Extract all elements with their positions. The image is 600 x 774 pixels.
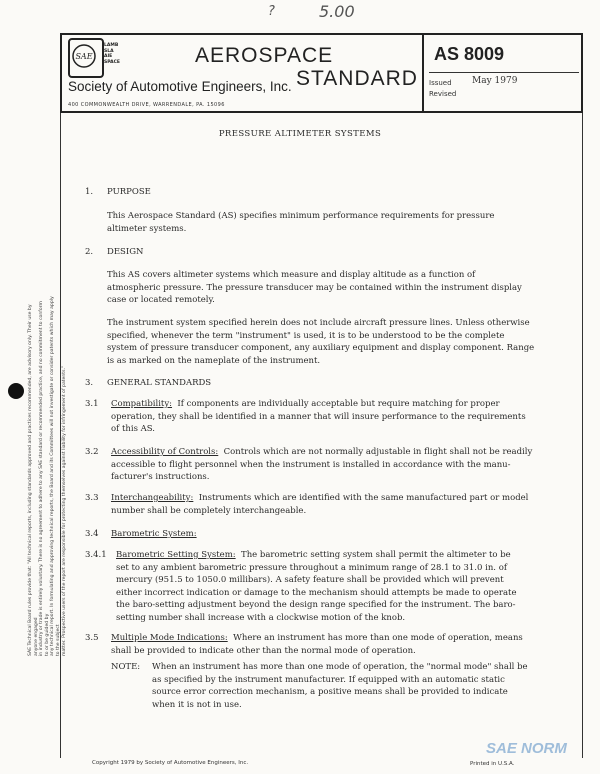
copyright: Copyright 1979 by Society of Automotive Engineers, Inc. <box>92 760 249 766</box>
logo-org: SLA <box>104 48 114 54</box>
paragraph <box>111 398 563 436</box>
paragraph <box>111 492 563 517</box>
text-line: Controls which are not normally adjustable in flight shall not be readily <box>223 447 533 457</box>
section-heading: GENERAL STANDARDS <box>107 378 212 388</box>
text-line: set to any ambient barometric pressure throughout a minimum range of 28.1 to 31.0 in. of <box>116 562 507 573</box>
text-line: facturer's instructions. <box>111 472 210 482</box>
paragraph <box>111 632 563 657</box>
subsection-heading: Barometric System: <box>111 529 197 539</box>
paragraph <box>111 446 573 484</box>
text-line: When an instrument has more than one mode of operation, the "normal mode" shall be <box>152 662 528 672</box>
section-number: 2. <box>85 247 94 257</box>
logo-org: SPACE <box>104 59 120 65</box>
disclaimer-line: matter. Prospective users of the report are responsible for protecting themselves against liability for infringement of patents." <box>61 365 67 656</box>
text-line: shall be provided to indicate other than the normal mode of operation. <box>111 645 416 656</box>
text-line: Instruments which are identified with the same manufactured part or model <box>198 493 529 503</box>
subsection-heading: Compatibility: <box>111 399 173 409</box>
text-line: mercury (951.5 to 1050.0 millibars). A safety feature shall be provided which will prevent <box>116 575 504 585</box>
section-number: 3. <box>85 378 94 388</box>
subsection-heading: Multiple Mode Indications: <box>111 633 228 643</box>
section-number: 3.1 <box>85 399 99 409</box>
text-line: If components are individually acceptable but require matching for proper <box>177 399 500 409</box>
note-text <box>152 661 572 711</box>
text-line: case or located remotely. <box>107 295 215 305</box>
text-line: The barometric setting system shall permit the altimeter to be <box>241 550 511 560</box>
logo-org: LAMB <box>104 43 119 48</box>
section-number: 3.2 <box>85 447 99 457</box>
text-line: This Aerospace Standard (AS) specifies minimum performance requirements for pressure <box>107 211 495 221</box>
issued-label: Issued <box>429 79 452 87</box>
punch-hole <box>8 383 24 399</box>
logo-org: AIE <box>104 54 113 59</box>
text-line: operation, they shall be identified in a manner that will insure performance to the requirements <box>111 411 526 422</box>
text-line: specified, whenever the term "instrument" is used, it is to be understood to be the complete <box>107 330 505 341</box>
subsection-heading: Barometric Setting System: <box>116 550 236 560</box>
text-line: altimeter systems. <box>107 223 187 234</box>
text-line: atmospheric pressure. The pressure transducer may be contained within the instrument display <box>107 282 522 293</box>
handwritten-mark: ? <box>268 4 275 19</box>
logo-orgs <box>104 43 120 65</box>
title-aerospace: AEROSPACE <box>195 44 334 67</box>
section-number: 1. <box>85 187 94 197</box>
text-line: number shall be completely interchangeable. <box>111 505 307 516</box>
paragraph <box>107 269 522 307</box>
sae-disclaimer <box>28 296 67 656</box>
text-line: setting number shall increase with a clockwise motion of the knob. <box>116 612 406 623</box>
logo-text: SAE <box>75 52 93 61</box>
issued-date: May 1979 <box>472 76 518 86</box>
text-line: when it is not in use. <box>152 699 242 710</box>
text-line: This AS covers altimeter systems which measure and display altitude as a function of <box>107 270 476 280</box>
text-line: The instrument system specified herein does not include aircraft pressure lines. Unless otherwise <box>107 318 530 328</box>
note-label: NOTE: <box>111 662 141 672</box>
watermark: SAE NORM <box>486 740 567 757</box>
title-standard: STANDARD <box>296 67 418 90</box>
text-line: Where an instrument has more than one mode of operation, means <box>233 633 523 643</box>
section-number: 3.4 <box>85 529 99 539</box>
text-line: is as marked on the nameplate of the instrument. <box>107 355 321 366</box>
printed-in: Printed in U.S.A. <box>470 761 515 767</box>
text-line: either incorrect indication or damage to the mechanism should attempts be made to operate <box>116 587 517 598</box>
subsection-heading: Accessibility of Controls: <box>111 447 219 457</box>
text-line: source error correction mechanism, a positive means shall be provided to indicate <box>152 687 508 697</box>
society-address: 400 COMMONWEALTH DRIVE, WARRENDALE, PA. 15096 <box>68 102 225 108</box>
revised-label: Revised <box>429 90 457 98</box>
society-name: Society of Automotive Engineers, Inc. <box>68 79 292 94</box>
text-line: of this AS. <box>111 424 155 434</box>
paragraph <box>107 317 534 367</box>
subsection-heading: Interchangeability: <box>111 493 194 503</box>
divider <box>429 72 579 73</box>
section-number: 3.5 <box>85 633 99 643</box>
text-line: system of pressure transducer component, any auxiliary equipment and display component. Range <box>107 343 535 353</box>
paragraph <box>116 549 568 624</box>
sae-logo <box>68 38 104 78</box>
section-heading: PURPOSE <box>107 187 151 197</box>
section-number: 3.4.1 <box>85 550 107 560</box>
handwritten-price: 5.00 <box>319 2 355 21</box>
text-line: the baro-setting adjustment beyond the design range specified for the instrument. The baro- <box>116 600 516 610</box>
text-line: as specified by the instrument manufacturer. If equipped with an automatic static <box>152 674 505 685</box>
disclaimer-line: in industry or trade is entirely voluntary. There is no agreement to adhere to any SAE standard or recommended practice, and no commitment to conform to or be guided by <box>39 301 50 656</box>
section-heading: DESIGN <box>107 247 144 257</box>
disclaimer-line: SAE Technical Board rules provide that: "All technical reports, including standards approved and practices recommended, are advisory only. Their use by anyone engaged <box>28 304 39 656</box>
section-number: 3.3 <box>85 493 99 503</box>
disclaimer-line: any technical report. In formulating and approving technical reports, the Board and its Committees will not investigate or consider patents which may apply to the subject <box>50 296 61 656</box>
text-line: accessible to flight personnel when the instrument is installed in accordance with the manu- <box>111 459 511 470</box>
paragraph <box>107 210 494 235</box>
document-title: PRESSURE ALTIMETER SYSTEMS <box>218 129 382 139</box>
standard-number: AS 8009 <box>434 44 505 64</box>
